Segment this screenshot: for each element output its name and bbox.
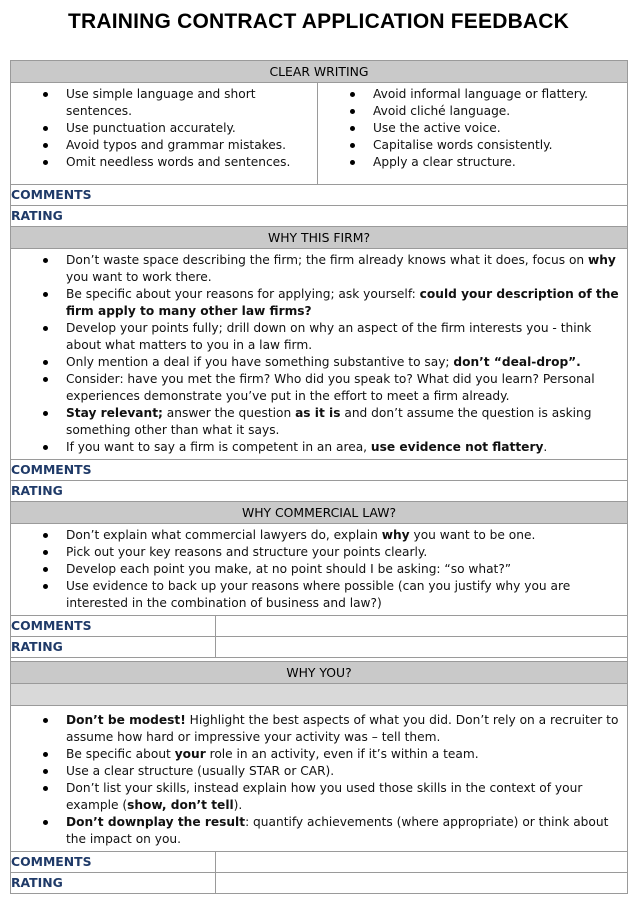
- list-item: Be specific about your reasons for applying; ask yourself: could your description of the firm apply to many other law firms?: [66, 286, 621, 320]
- clear-writing-left-list: [11, 83, 317, 174]
- list-item: Develop your points fully; drill down on why an aspect of the firm interests you - think about what matters to you in a law firm.: [66, 320, 621, 354]
- section-header-why-this-firm: WHY THIS FIRM?: [11, 227, 628, 249]
- why-firm-cell: [11, 249, 628, 460]
- list-item: Use simple language and short sentences.: [66, 86, 311, 120]
- list-item: Avoid cliché language.: [373, 103, 621, 120]
- list-item: Use punctuation accurately.: [66, 120, 311, 137]
- list-item: Use the active voice.: [373, 120, 621, 137]
- rating-input-why-you[interactable]: [216, 873, 628, 894]
- list-item: Be specific about your role in an activity, even if it’s within a team.: [66, 746, 621, 763]
- rating-input-why-commercial[interactable]: [216, 637, 628, 658]
- list-item: Omit needless words and sentences.: [66, 154, 311, 171]
- comments-label-why-commercial: COMMENTS: [11, 616, 216, 637]
- list-item: Pick out your key reasons and structure your points clearly.: [66, 544, 621, 561]
- list-item: Only mention a deal if you have something substantive to say; don’t “deal-drop”.: [66, 354, 621, 371]
- list-item: Use a clear structure (usually STAR or CAR).: [66, 763, 621, 780]
- why-you-cell: [11, 706, 628, 852]
- rating-field-clear-writing[interactable]: RATING: [11, 206, 628, 227]
- clear-writing-right-cell: [318, 83, 628, 185]
- why-you-subheader: [11, 684, 628, 706]
- page-title: TRAINING CONTRACT APPLICATION FEEDBACK: [67, 10, 570, 33]
- clear-writing-left-cell: [11, 83, 318, 185]
- comments-input-why-commercial[interactable]: [216, 616, 628, 637]
- section-header-clear-writing: CLEAR WRITING: [11, 61, 628, 83]
- comments-field-clear-writing[interactable]: COMMENTS: [11, 185, 628, 206]
- rating-label-why-commercial: RATING: [11, 637, 216, 658]
- section-header-why-commercial-law: WHY COMMERCIAL LAW?: [11, 502, 628, 524]
- comments-input-why-you[interactable]: [216, 852, 628, 873]
- list-item: Use evidence to back up your reasons where possible (can you justify why you are interested in the combination of business and law?): [66, 578, 621, 612]
- comments-field-why-firm[interactable]: COMMENTS: [11, 460, 628, 481]
- list-item: Don’t explain what commercial lawyers do, explain why you want to be one.: [66, 527, 621, 544]
- list-item: Don’t be modest! Highlight the best aspects of what you did. Don’t rely on a recruiter to assume how hard or impressive your activity was – tell them.: [66, 712, 621, 746]
- rating-label-why-you: RATING: [11, 873, 216, 894]
- list-item: Capitalise words consistently.: [373, 137, 621, 154]
- clear-writing-right-list: [318, 83, 627, 174]
- why-you-list: [11, 706, 627, 851]
- feedback-form: [10, 60, 628, 894]
- list-item: If you want to say a firm is competent in an area, use evidence not flattery.: [66, 439, 621, 456]
- section-header-why-you: WHY YOU?: [11, 662, 628, 684]
- list-item: Develop each point you make, at no point should I be asking: “so what?”: [66, 561, 621, 578]
- list-item: Apply a clear structure.: [373, 154, 621, 171]
- why-firm-list: [11, 249, 627, 459]
- list-item: Don’t list your skills, instead explain how you used those skills in the context of your example (show, don’t tell).: [66, 780, 621, 814]
- rating-field-why-firm[interactable]: RATING: [11, 481, 628, 502]
- list-item: Avoid typos and grammar mistakes.: [66, 137, 311, 154]
- list-item: Avoid informal language or flattery.: [373, 86, 621, 103]
- why-commercial-list: [11, 524, 627, 615]
- list-item: Consider: have you met the firm? Who did you speak to? What did you learn? Personal experiences demonstrate you’ve put in the effort to meet a firm already.: [66, 371, 621, 405]
- list-item: Don’t waste space describing the firm; the firm already knows what it does, focus on why you want to work there.: [66, 252, 621, 286]
- comments-label-why-you: COMMENTS: [11, 852, 216, 873]
- why-commercial-cell: [11, 524, 628, 616]
- list-item: Stay relevant; answer the question as it is and don’t assume the question is asking something other than what it says.: [66, 405, 621, 439]
- list-item: Don’t downplay the result: quantify achievements (where appropriate) or think about the impact on you.: [66, 814, 621, 848]
